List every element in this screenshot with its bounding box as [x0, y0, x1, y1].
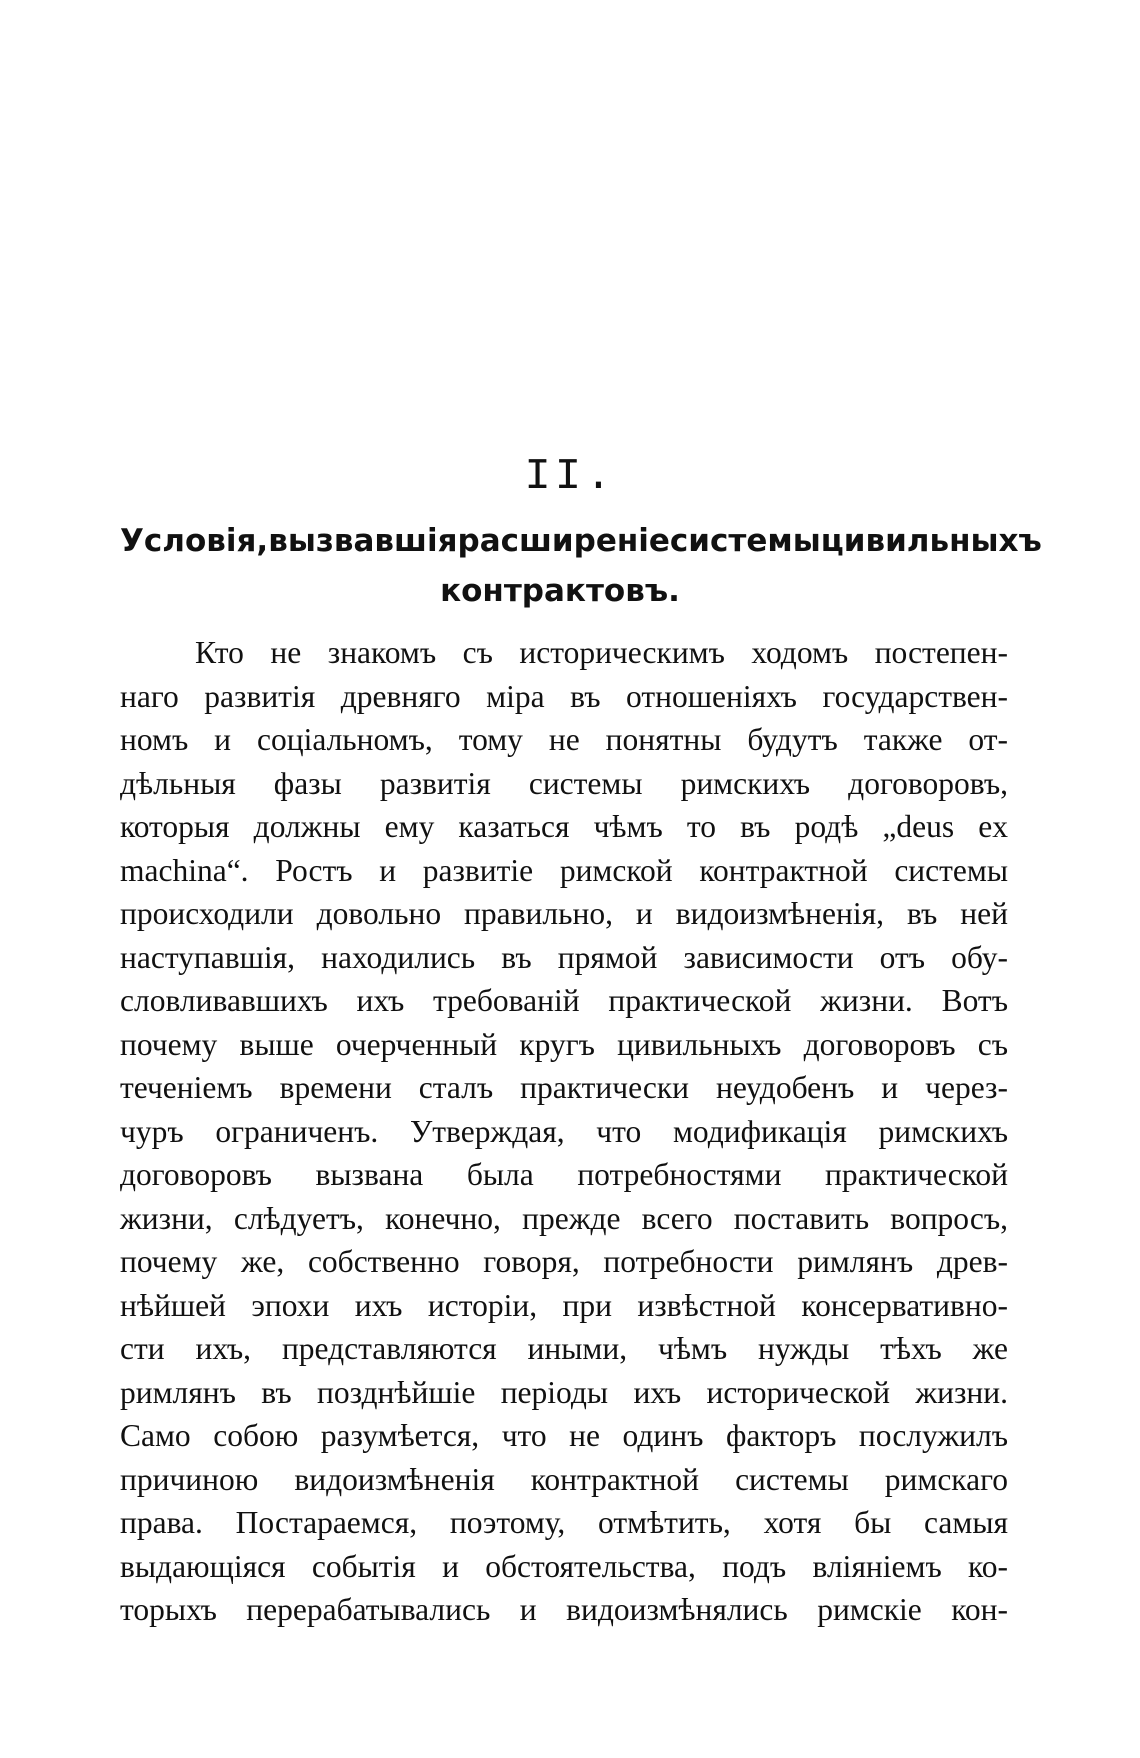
chapter-number: II.	[524, 452, 616, 502]
text-line: права. Постараемся, поэтому, отмѣтить, хотя бы самыя	[120, 1505, 1008, 1540]
chapter-title-line-2: контрактовъ.	[440, 573, 680, 609]
text-line: чуръ ограниченъ. Утверждая, что модификація римскихъ	[120, 1113, 1008, 1149]
body-paragraph	[120, 631, 1008, 1632]
text-line: Кто не знакомъ съ историческимъ ходомъ постепен-	[195, 635, 1008, 670]
text-line: жизни, слѣдуетъ, конечно, прежде всего поставить вопросъ,	[120, 1200, 1008, 1236]
text-line: наго развитія древняго міра въ отношеніяхъ государствен-	[120, 678, 1008, 714]
text-line: которыя должны ему казаться чѣмъ то въ родѣ „deus ex	[120, 809, 1008, 844]
chapter-title-line-1	[120, 516, 1042, 566]
chapter-title-word: расширеніе	[457, 523, 670, 559]
text-line: римлянъ въ позднѣйшіе періоды ихъ исторической жизни.	[120, 1374, 1008, 1410]
chapter-title-word: цивильныхъ	[820, 523, 1042, 559]
chapter-title-word: Условія,	[120, 523, 269, 559]
chapter-title-word: вызвавшія	[268, 523, 458, 559]
text-line: сти ихъ, представляются иными, чѣмъ нужды тѣхъ же	[120, 1331, 1008, 1366]
text-line: теченіемъ времени сталъ практически неудобенъ и через-	[120, 1070, 1008, 1105]
text-line: торыхъ перерабатывались и видоизмѣнялись римскіе кон-	[120, 1592, 1008, 1627]
text-line: Само собою разумѣется, что не одинъ факторъ послужилъ	[120, 1418, 1008, 1453]
text-line: словливавшихъ ихъ требованій практической жизни. Вотъ	[120, 983, 1008, 1018]
text-line: machina“. Ростъ и развитіе римской контрактной системы	[120, 852, 1008, 888]
text-line: номъ и соціальномъ, тому не понятны будутъ также от-	[120, 722, 1008, 757]
chapter-title	[120, 516, 1042, 616]
text-line: причиною видоизмѣненія контрактной системы римскаго	[120, 1461, 1008, 1497]
text-line: выдающіяся событія и обстоятельства, подъ вліяніемъ ко-	[120, 1548, 1008, 1584]
text-line: дѣльныя фазы развитія системы римскихъ договоровъ,	[120, 765, 1008, 801]
text-line: нѣйшей эпохи ихъ исторіи, при извѣстной консервативно-	[120, 1287, 1008, 1323]
chapter-title-word: системы	[669, 523, 821, 559]
text-line: происходили довольно правильно, и видоизмѣненія, въ ней	[120, 896, 1008, 931]
text-line: наступавшія, находились въ прямой зависимости отъ обу-	[120, 939, 1008, 975]
text-line: почему же, собственно говоря, потребности римлянъ древ-	[120, 1244, 1008, 1279]
text-line: договоровъ вызвана была потребностями практической	[120, 1157, 1008, 1192]
text-line: почему выше очерченный кругъ цивильныхъ договоровъ съ	[120, 1026, 1008, 1062]
